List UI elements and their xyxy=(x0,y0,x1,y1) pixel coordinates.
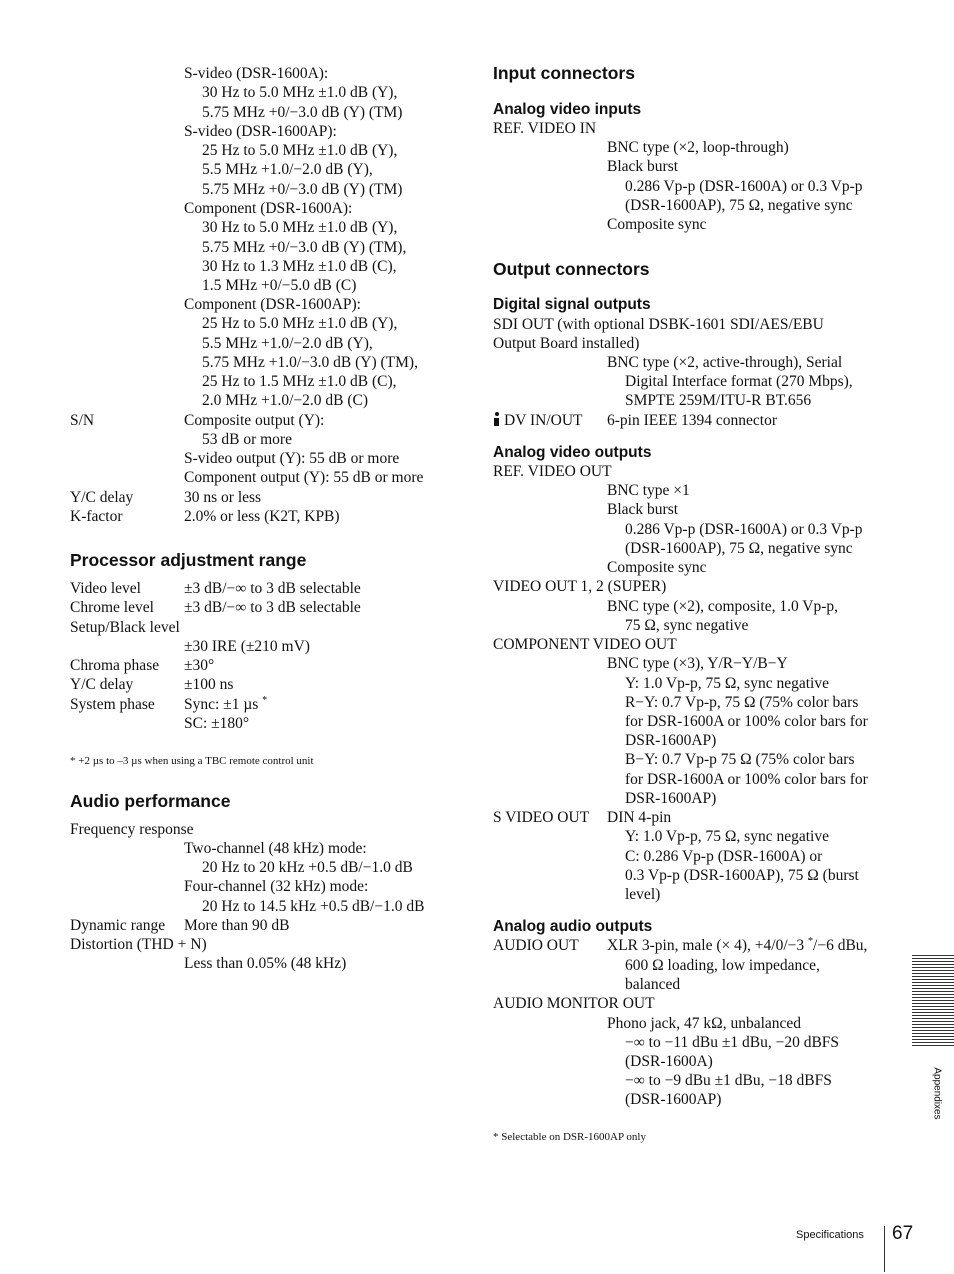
spec-value: 2.0% or less (K2T, KPB) xyxy=(184,508,340,525)
spec-label: Dynamic range xyxy=(70,917,166,934)
spec-value: ±30 IRE (±210 mV) xyxy=(184,638,310,655)
spec-line: 53 dB or more xyxy=(202,431,292,448)
spec-line: −∞ to −9 dBu ±1 dBu, −18 dBFS xyxy=(625,1072,832,1089)
spec-line: S-video (DSR-1600A): xyxy=(184,65,329,82)
spec-line: Two-channel (48 kHz) mode: xyxy=(184,840,367,857)
spec-line: DSR-1600AP) xyxy=(625,732,717,749)
section-heading-processor: Processor adjustment range xyxy=(70,550,307,570)
section-tab-label: Appendixes xyxy=(931,1067,943,1120)
spec-line: Y: 1.0 Vp-p, 75 Ω, sync negative xyxy=(625,675,829,692)
spec-label: Output Board installed) xyxy=(493,335,640,352)
spec-line: Digital Interface format (270 Mbps), xyxy=(625,373,853,390)
spec-line: Composite output (Y): xyxy=(184,412,325,429)
section-heading-audio: Audio performance xyxy=(70,791,231,811)
spec-label: AUDIO OUT xyxy=(493,937,579,954)
spec-line: 25 Hz to 1.5 MHz ±1.0 dB (C), xyxy=(202,373,397,390)
spec-line: 0.286 Vp-p (DSR-1600A) or 0.3 Vp-p xyxy=(625,521,863,538)
spec-line: 20 Hz to 20 kHz +0.5 dB/−1.0 dB xyxy=(202,859,413,876)
spec-line: 25 Hz to 5.0 MHz ±1.0 dB (Y), xyxy=(202,315,398,332)
subheading: Analog video outputs xyxy=(493,444,652,461)
spec-line: B−Y: 0.7 Vp-p 75 Ω (75% color bars xyxy=(625,751,855,768)
spec-line: BNC type (×2, active-through), Serial xyxy=(607,354,843,371)
spec-value: ±3 dB/−∞ to 3 dB selectable xyxy=(184,599,361,616)
spec-line: 1.5 MHz +0/−5.0 dB (C) xyxy=(202,277,357,294)
section-tab-marker xyxy=(912,955,954,1048)
spec-label-text: DV IN/OUT xyxy=(504,412,583,429)
spec-line: Y: 1.0 Vp-p, 75 Ω, sync negative xyxy=(625,828,829,845)
spec-line: 25 Hz to 5.0 MHz ±1.0 dB (Y), xyxy=(202,142,398,159)
spec-label: Y/C delay xyxy=(70,676,134,693)
ilink-icon xyxy=(493,412,501,426)
spec-value: Less than 0.05% (48 kHz) xyxy=(184,955,347,972)
spec-text: /−6 dBu, xyxy=(813,937,868,954)
subheading: Analog audio outputs xyxy=(493,918,653,935)
spec-line: BNC type ×1 xyxy=(607,482,690,499)
spec-line: 0.3 Vp-p (DSR-1600AP), 75 Ω (burst xyxy=(625,867,859,884)
spec-line: R−Y: 0.7 Vp-p, 75 Ω (75% color bars xyxy=(625,694,859,711)
footer-divider xyxy=(884,1226,885,1272)
spec-line: 5.5 MHz +1.0/−2.0 dB (Y), xyxy=(202,161,373,178)
spec-line: Black burst xyxy=(607,501,679,518)
spec-line: DIN 4-pin xyxy=(607,809,672,826)
spec-value: ±30° xyxy=(184,657,215,674)
spec-line: 5.75 MHz +0/−3.0 dB (Y) (TM) xyxy=(202,181,403,198)
footnote: * +2 µs to –3 µs when using a TBC remote control unit xyxy=(70,755,314,767)
spec-line: BNC type (×2), composite, 1.0 Vp-p, xyxy=(607,598,839,615)
footnote-mark: * xyxy=(262,695,268,706)
spec-line: 2.0 MHz +1.0/−2.0 dB (C) xyxy=(202,392,369,409)
spec-label: System phase xyxy=(70,696,155,713)
spec-line: 30 Hz to 5.0 MHz ±1.0 dB (Y), xyxy=(202,84,398,101)
spec-line: Composite sync xyxy=(607,216,707,233)
section-heading-output: Output connectors xyxy=(493,259,650,279)
spec-label: Chrome level xyxy=(70,599,154,616)
spec-label: S VIDEO OUT xyxy=(493,809,590,826)
spec-line: 0.286 Vp-p (DSR-1600A) or 0.3 Vp-p xyxy=(625,178,863,195)
spec-label: REF. VIDEO IN xyxy=(493,120,597,137)
spec-line: Component output (Y): 55 dB or more xyxy=(184,469,424,486)
subheading: Digital signal outputs xyxy=(493,296,651,313)
spec-line: balanced xyxy=(625,976,681,993)
spec-line: level) xyxy=(625,886,661,903)
spec-line: (DSR-1600AP) xyxy=(625,1091,722,1108)
spec-line: BNC type (×3), Y/R−Y/B−Y xyxy=(607,655,788,672)
spec-line: (DSR-1600AP), 75 Ω, negative sync xyxy=(625,540,853,557)
spec-label: Chroma phase xyxy=(70,657,160,674)
page-number: 67 xyxy=(892,1223,914,1244)
spec-line: −∞ to −11 dBu ±1 dBu, −20 dBFS xyxy=(625,1034,840,1051)
spec-line: Component (DSR-1600AP): xyxy=(184,296,361,313)
spec-line: 5.75 MHz +1.0/−3.0 dB (Y) (TM), xyxy=(202,354,418,371)
spec-line: BNC type (×2, loop-through) xyxy=(607,139,789,156)
spec-label-dv xyxy=(493,411,583,430)
spec-value-text: Sync: ±1 µs xyxy=(184,696,259,713)
footnote-mark: * xyxy=(808,936,814,947)
footnote: * Selectable on DSR-1600AP only xyxy=(493,1131,646,1143)
footer-section-label: Specifications xyxy=(796,1229,864,1241)
spec-line: Four-channel (32 kHz) mode: xyxy=(184,878,369,895)
spec-label-sn: S/N xyxy=(70,412,95,429)
spec-line: 30 Hz to 5.0 MHz ±1.0 dB (Y), xyxy=(202,219,398,236)
spec-line: (DSR-1600AP), 75 Ω, negative sync xyxy=(625,197,853,214)
spec-line: 75 Ω, sync negative xyxy=(625,617,749,634)
spec-label: AUDIO MONITOR OUT xyxy=(493,995,655,1012)
spec-line: 600 Ω loading, low impedance, xyxy=(625,957,820,974)
spec-line: 30 Hz to 1.3 MHz ±1.0 dB (C), xyxy=(202,258,397,275)
spec-label: COMPONENT VIDEO OUT xyxy=(493,636,677,653)
spec-label: Setup/Black level xyxy=(70,619,180,636)
spec-label: Distortion (THD + N) xyxy=(70,936,207,953)
spec-label: Video level xyxy=(70,580,141,597)
spec-line: DSR-1600AP) xyxy=(625,790,717,807)
spec-label: VIDEO OUT 1, 2 (SUPER) xyxy=(493,578,667,595)
subheading: Analog video inputs xyxy=(493,101,642,118)
spec-text: XLR 3-pin, male (× 4), +4/0/−3 xyxy=(607,937,805,954)
spec-line: 5.5 MHz +1.0/−2.0 dB (Y), xyxy=(202,335,373,352)
spec-label-k-factor: K-factor xyxy=(70,508,123,525)
spec-line: 20 Hz to 14.5 kHz +0.5 dB/−1.0 dB xyxy=(202,898,425,915)
spec-line: S-video (DSR-1600AP): xyxy=(184,123,337,140)
spec-label: SDI OUT (with optional DSBK-1601 SDI/AES/EBU xyxy=(493,316,824,333)
spec-value: More than 90 dB xyxy=(184,917,290,934)
spec-value: 30 ns or less xyxy=(184,489,262,506)
spec-line: for DSR-1600A or 100% color bars for xyxy=(625,771,868,788)
spec-line: 5.75 MHz +0/−3.0 dB (Y) (TM), xyxy=(202,239,407,256)
spec-label: REF. VIDEO OUT xyxy=(493,463,612,480)
spec-line: SMPTE 259M/ITU-R BT.656 xyxy=(625,392,812,409)
spec-line: Black burst xyxy=(607,158,679,175)
spec-value: ±100 ns xyxy=(184,676,234,693)
spec-line: Component (DSR-1600A): xyxy=(184,200,353,217)
spec-line: Phono jack, 47 kΩ, unbalanced xyxy=(607,1015,802,1032)
spec-value xyxy=(184,695,267,714)
spec-line: for DSR-1600A or 100% color bars for xyxy=(625,713,868,730)
spec-line: S-video output (Y): 55 dB or more xyxy=(184,450,400,467)
spec-value: ±3 dB/−∞ to 3 dB selectable xyxy=(184,580,361,597)
section-heading-input: Input connectors xyxy=(493,63,635,83)
spec-value: 6-pin IEEE 1394 connector xyxy=(607,412,778,429)
spec-line xyxy=(607,936,867,955)
spec-line: Composite sync xyxy=(607,559,707,576)
spec-value: SC: ±180° xyxy=(184,715,250,732)
spec-line: (DSR-1600A) xyxy=(625,1053,713,1070)
spec-label: Frequency response xyxy=(70,821,194,838)
spec-line: C: 0.286 Vp-p (DSR-1600A) or xyxy=(625,848,823,865)
spec-line: 5.75 MHz +0/−3.0 dB (Y) (TM) xyxy=(202,104,403,121)
spec-label-yc-delay: Y/C delay xyxy=(70,489,134,506)
